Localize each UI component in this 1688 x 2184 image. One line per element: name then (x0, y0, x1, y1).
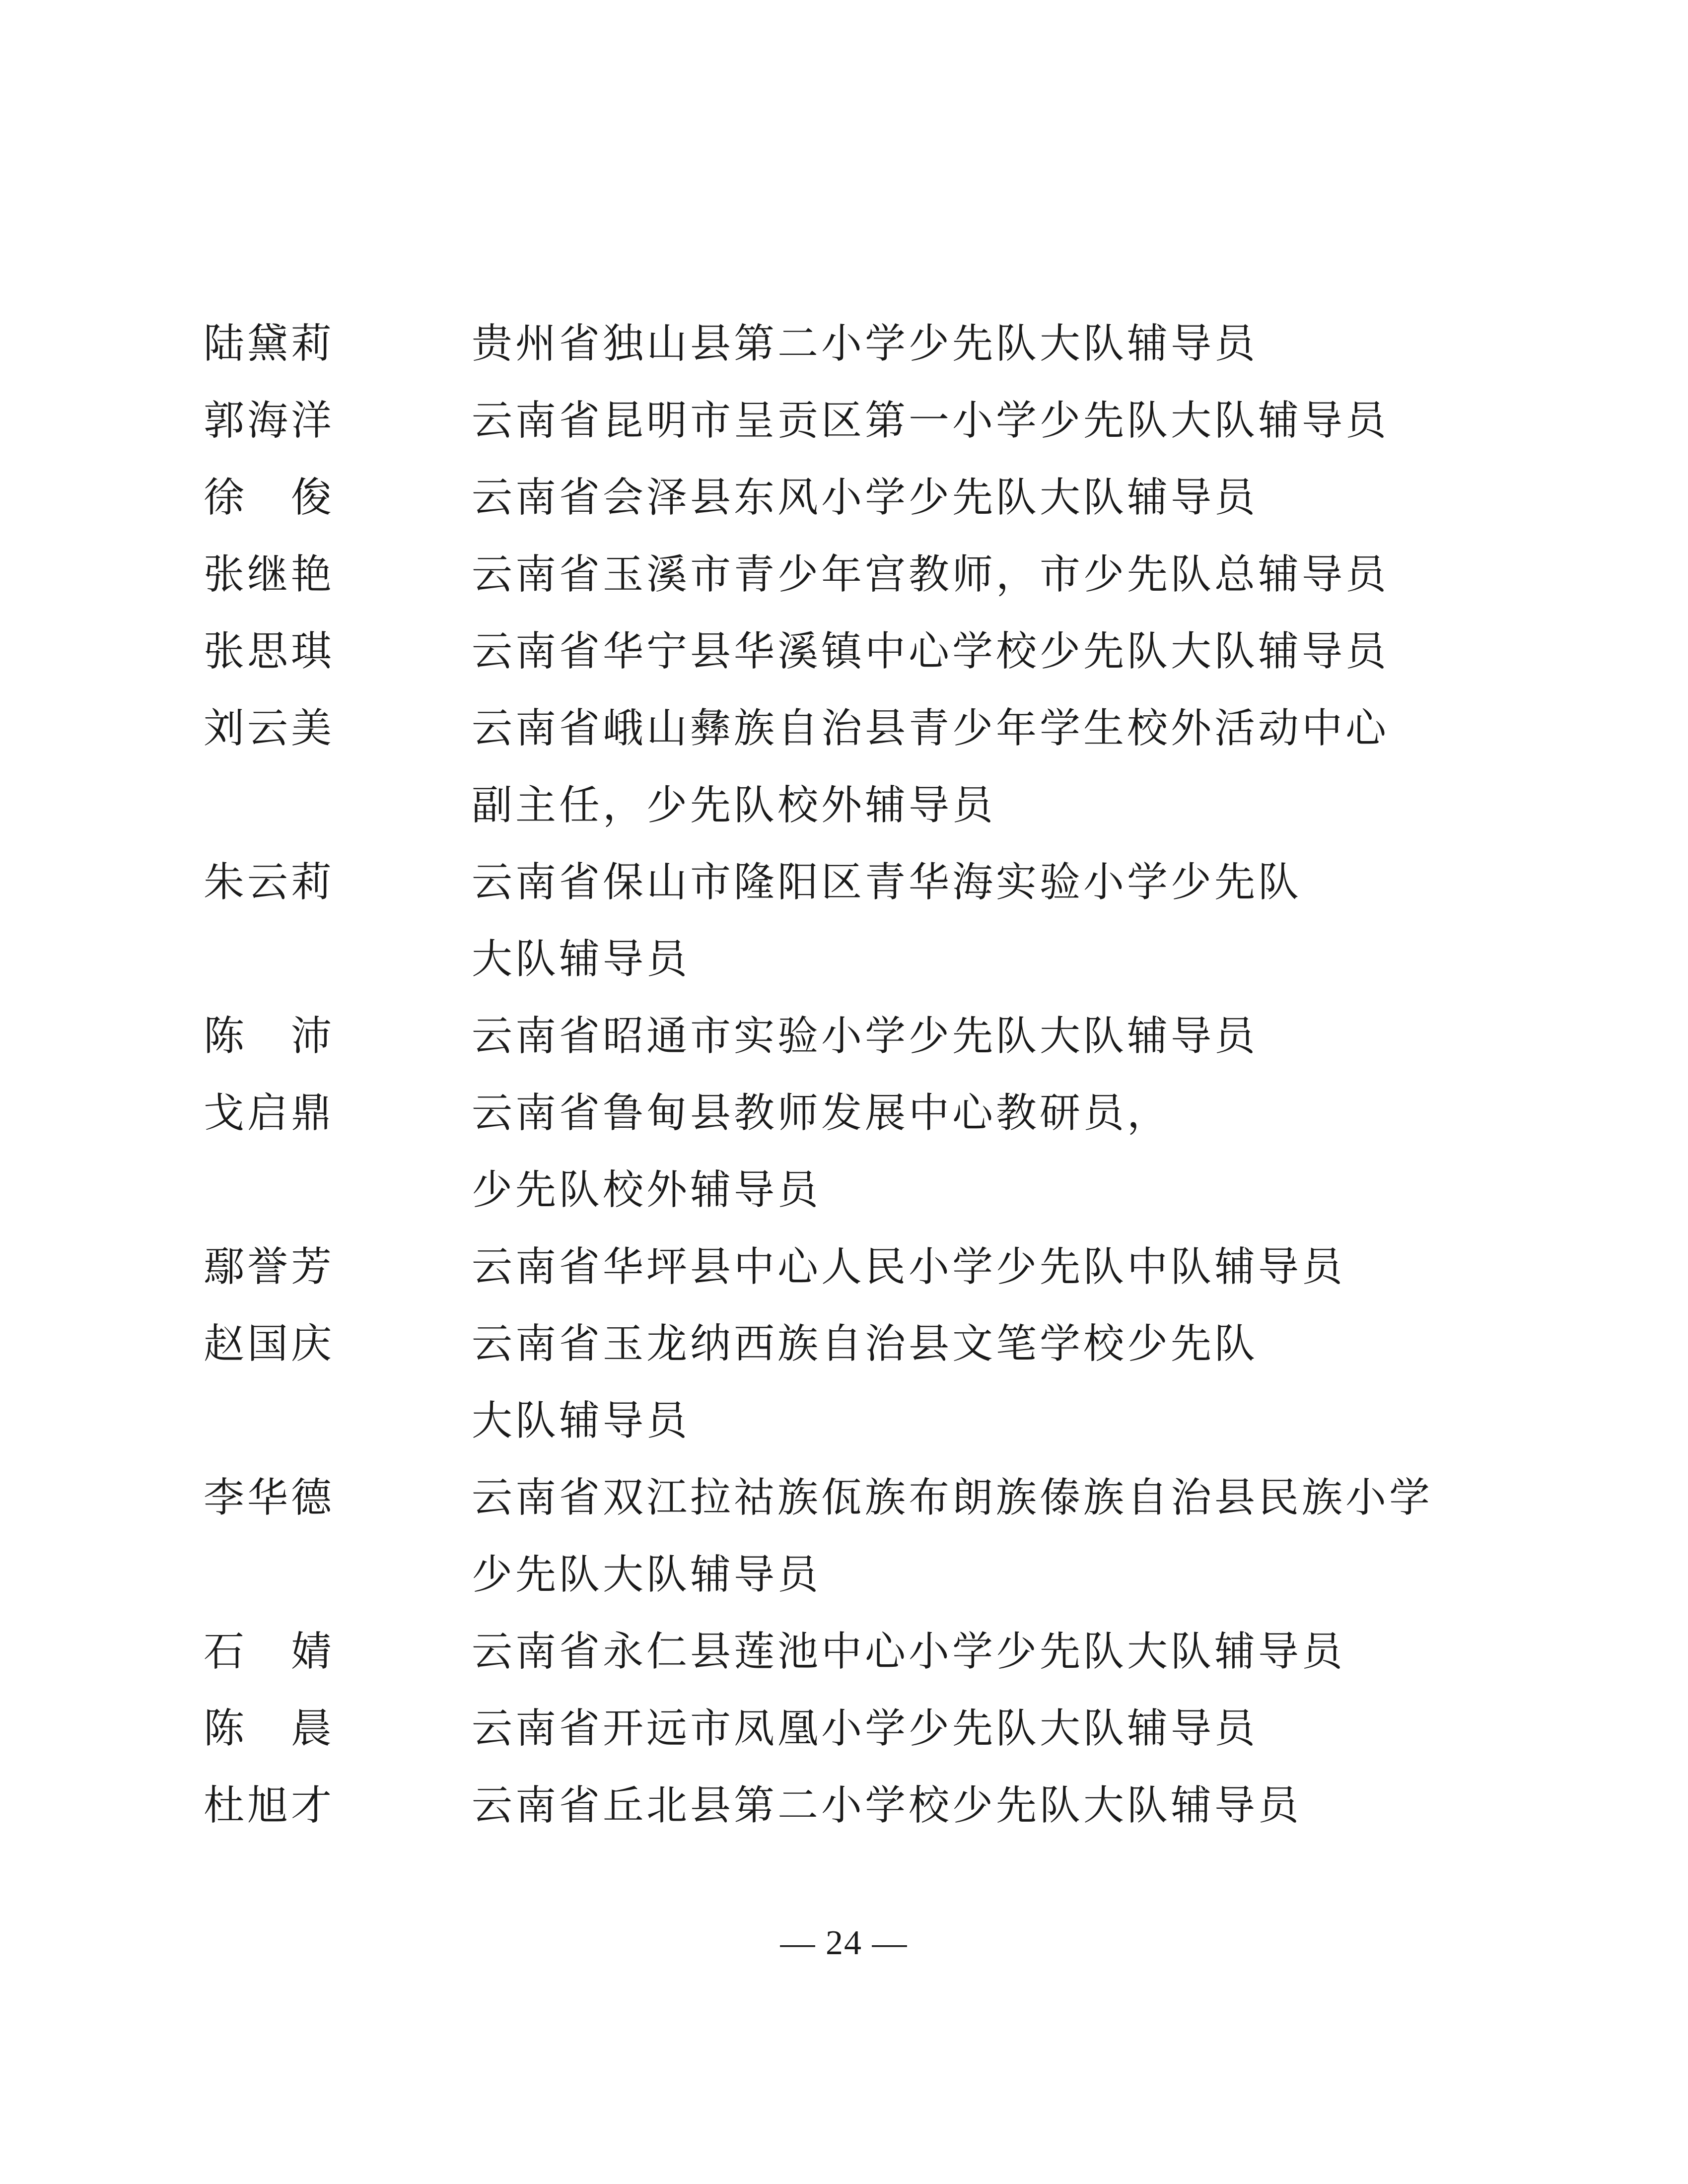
honoree-entry (204, 1613, 1494, 1690)
honoree-title (472, 998, 1494, 1075)
honoree-title (472, 459, 1494, 536)
honoree-entry (204, 844, 1494, 998)
honoree-name: 朱云莉 (204, 859, 335, 906)
page-number: — 24 — (780, 1924, 908, 1962)
honoree-name: 陆黛莉 (204, 320, 335, 367)
honoree-title-line: 云南省开远市凤凰小学少先队大队辅导员 (472, 1705, 1259, 1752)
honoree-title (472, 382, 1494, 459)
honoree-title-line: 云南省保山市隆阳区青华海实验小学少先队 (472, 859, 1302, 906)
honoree-entry (204, 690, 1494, 844)
honoree-title-line: 云南省会泽县东风小学少先队大队辅导员 (472, 474, 1259, 521)
honoree-title-line: 云南省昭通市实验小学少先队大队辅导员 (472, 1013, 1259, 1060)
honoree-title-line: 云南省双江拉祜族佤族布朗族傣族自治县民族小学 (472, 1474, 1433, 1521)
honoree-name: 石 婧 (204, 1628, 335, 1675)
honoree-name: 徐 俊 (204, 474, 335, 521)
honoree-name: 杜旭才 (204, 1782, 335, 1829)
honoree-entry (204, 613, 1494, 690)
honoree-name: 陈 晨 (204, 1705, 335, 1752)
honoree-title-line: 少先队校外辅导员 (472, 1166, 822, 1214)
honoree-title-line: 云南省玉溪市青少年宫教师，市少先队总辅导员 (472, 551, 1390, 598)
honoree-entry (204, 998, 1494, 1075)
honoree-title (472, 1767, 1494, 1844)
honoree-name: 张思琪 (204, 628, 335, 675)
honoree-name: 李华德 (204, 1474, 335, 1521)
honoree-entry (204, 536, 1494, 613)
honoree-entry (204, 459, 1494, 536)
honoree-entry (204, 382, 1494, 459)
honoree-name: 陈 沛 (204, 1013, 335, 1060)
honoree-title-line: 云南省玉龙纳西族自治县文笔学校少先队 (472, 1320, 1259, 1367)
honoree-title (472, 844, 1494, 998)
honoree-entry (204, 1075, 1494, 1228)
honoree-title-line: 云南省昆明市呈贡区第一小学少先队大队辅导员 (472, 397, 1390, 444)
honoree-title-line: 云南省鲁甸县教师发展中心教研员， (472, 1090, 1171, 1137)
honoree-title-line: 云南省华坪县中心人民小学少先队中队辅导员 (472, 1243, 1346, 1291)
honoree-title (472, 1613, 1494, 1690)
honoree-title (472, 1305, 1494, 1459)
honoree-name: 张继艳 (204, 551, 335, 598)
honoree-name: 鄢誉芳 (204, 1243, 335, 1291)
honoree-title-line: 大队辅导员 (472, 1397, 691, 1444)
honoree-entry (204, 1767, 1494, 1844)
honoree-list (204, 305, 1494, 1844)
honoree-title (472, 1075, 1494, 1228)
honoree-entry (204, 1228, 1494, 1305)
honoree-title (472, 1459, 1494, 1613)
honoree-name: 刘云美 (204, 705, 335, 752)
honoree-title-line: 贵州省独山县第二小学少先队大队辅导员 (472, 320, 1259, 367)
honoree-title-line: 云南省丘北县第二小学校少先队大队辅导员 (472, 1782, 1302, 1829)
honoree-title-line: 云南省峨山彝族自治县青少年学生校外活动中心 (472, 705, 1390, 752)
honoree-title-line: 云南省华宁县华溪镇中心学校少先队大队辅导员 (472, 628, 1390, 675)
honoree-entry (204, 1305, 1494, 1459)
honoree-entry (204, 1459, 1494, 1613)
honoree-title (472, 536, 1494, 613)
honoree-title (472, 1690, 1494, 1767)
honoree-entry (204, 1690, 1494, 1767)
honoree-title-line: 少先队大队辅导员 (472, 1551, 822, 1598)
honoree-name: 赵国庆 (204, 1320, 335, 1367)
honoree-title (472, 1228, 1494, 1305)
honoree-title-line: 云南省永仁县莲池中心小学少先队大队辅导员 (472, 1628, 1346, 1675)
honoree-title (472, 613, 1494, 690)
honoree-title (472, 690, 1494, 844)
honoree-title-line: 大队辅导员 (472, 936, 691, 983)
honoree-title-line: 副主任，少先队校外辅导员 (472, 782, 996, 829)
honoree-name: 戈启鼎 (204, 1090, 335, 1137)
honoree-entry (204, 305, 1494, 382)
honoree-name: 郭海洋 (204, 397, 335, 444)
honoree-title (472, 305, 1494, 382)
